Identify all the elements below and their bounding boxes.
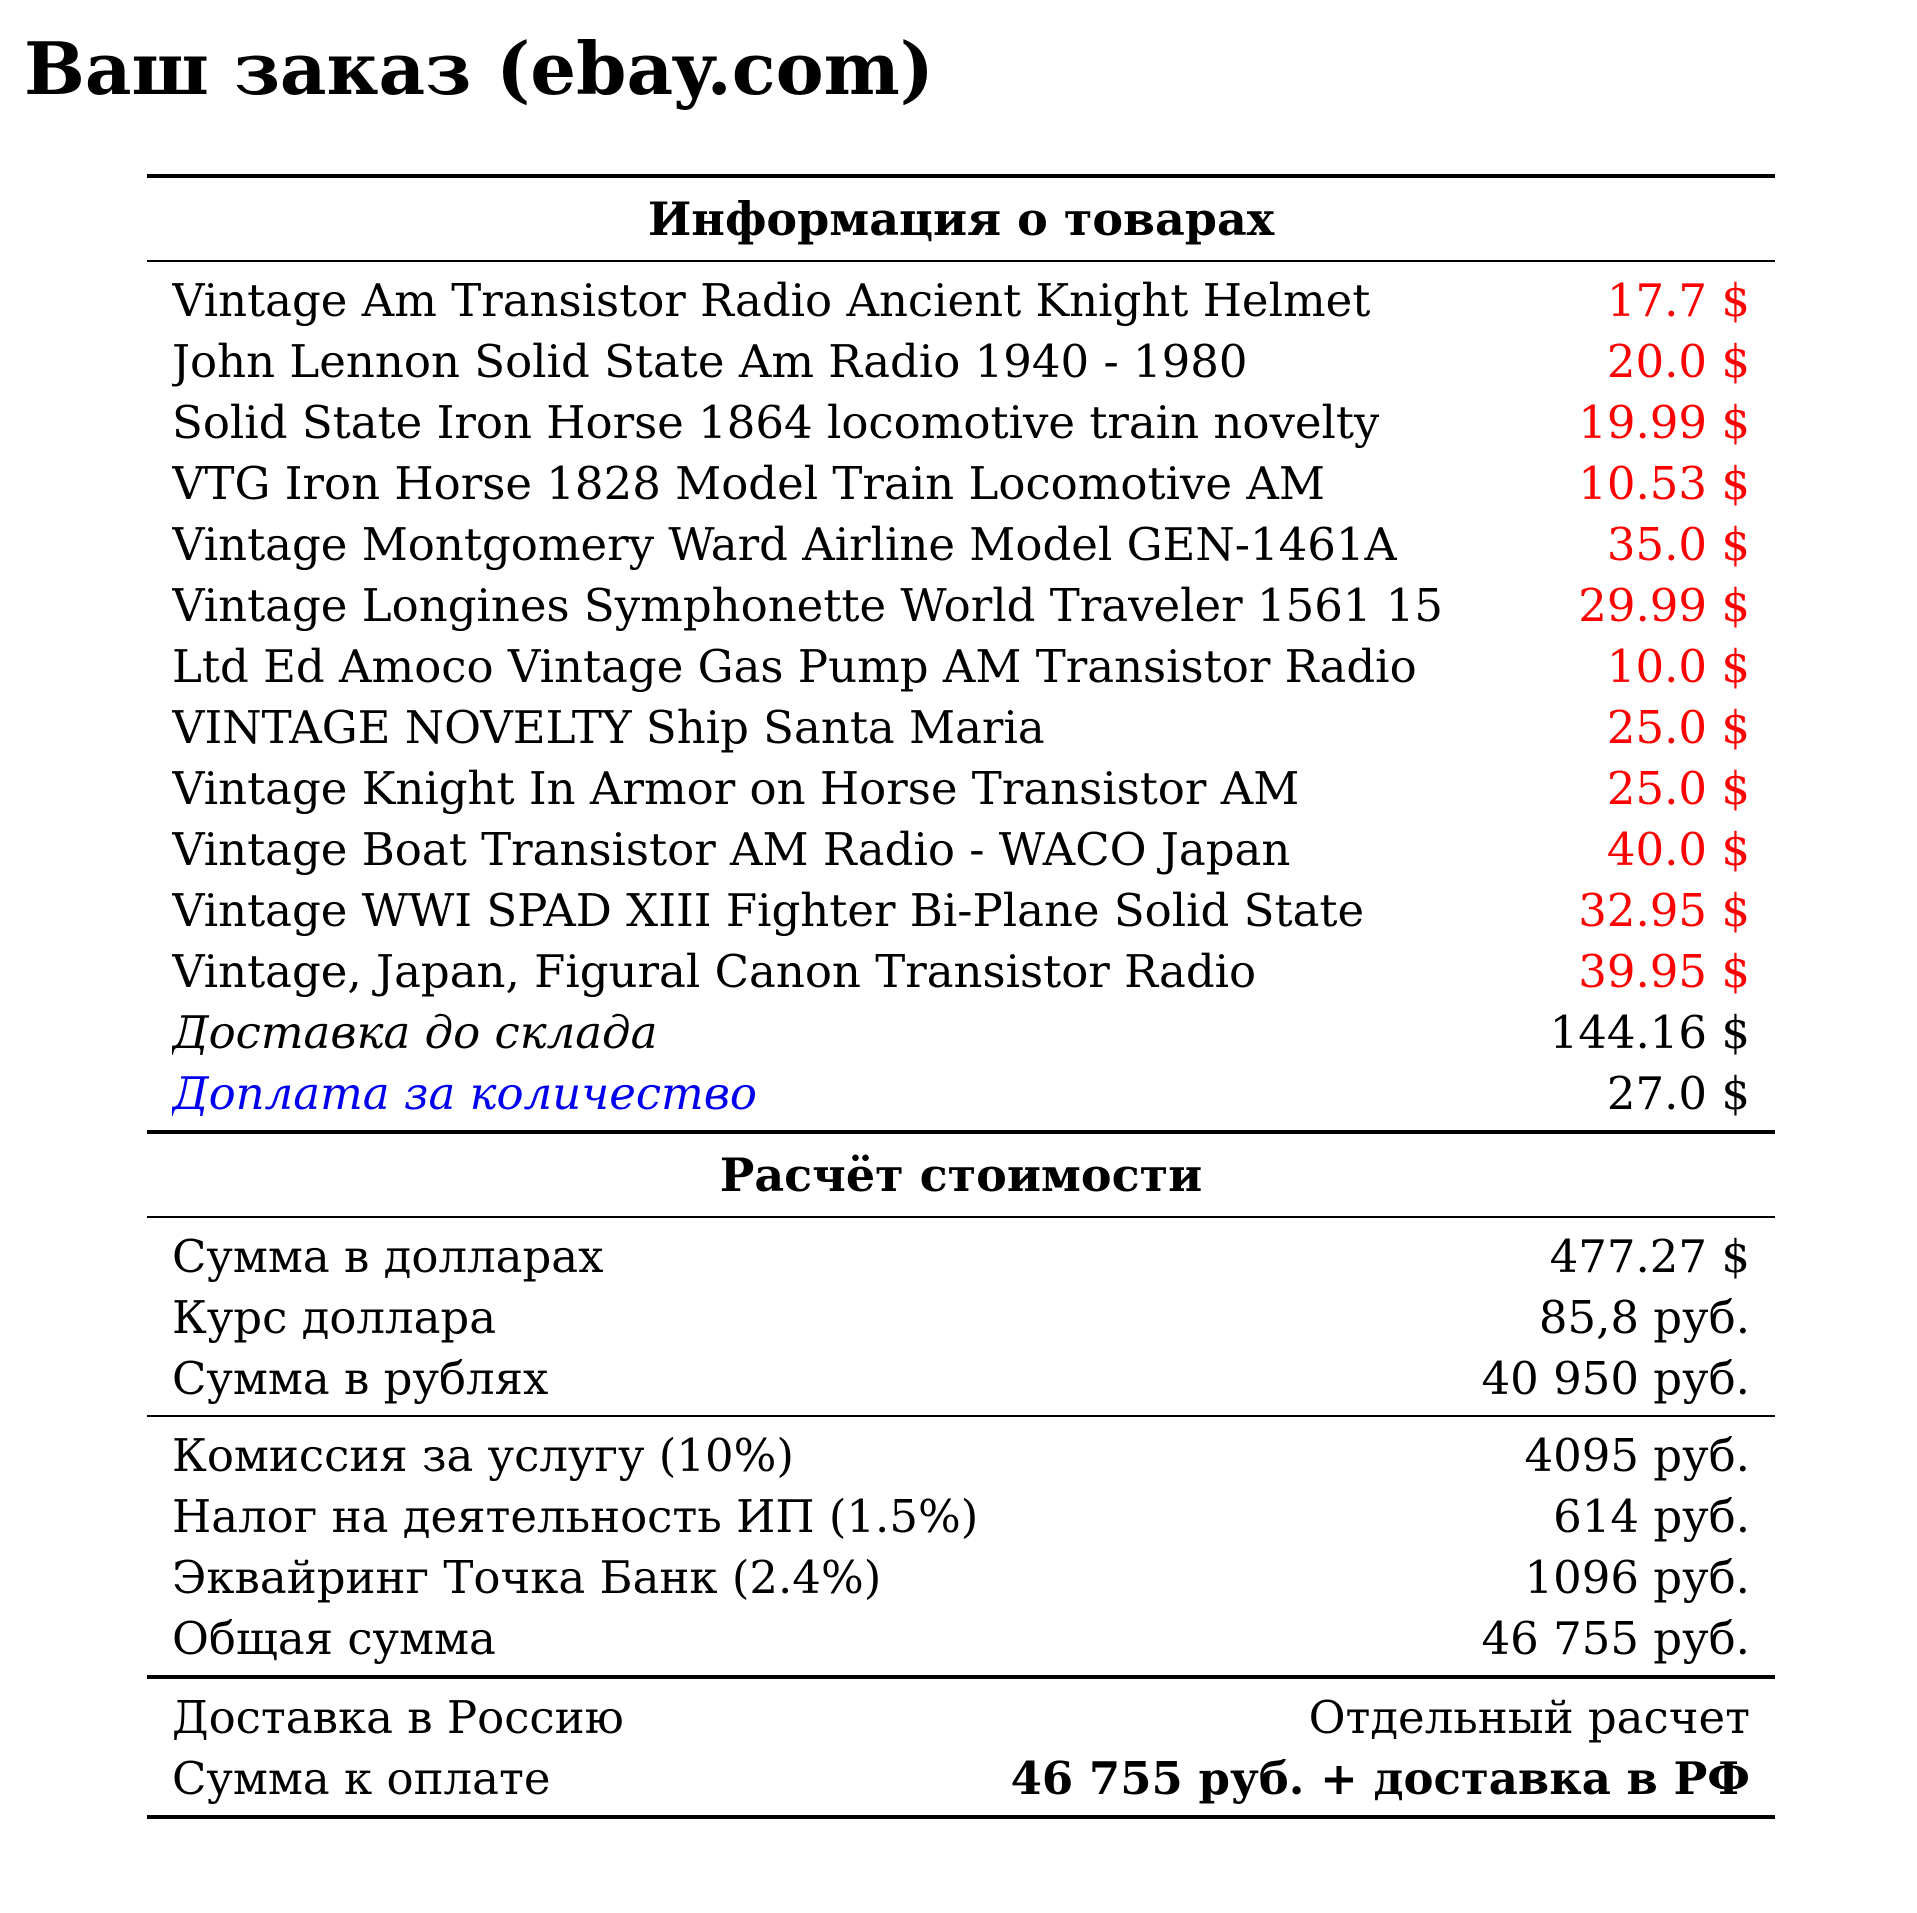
product-price: 40.0 $ [1606, 823, 1750, 876]
product-name: Vintage Am Transistor Radio Ancient Knight Helmet [172, 274, 1371, 327]
product-row [147, 880, 1775, 941]
product-name: Vintage Montgomery Ward Airline Model GEN-1461A [172, 518, 1397, 571]
product-name: VINTAGE NOVELTY Ship Santa Maria [172, 701, 1045, 754]
product-row [147, 758, 1775, 819]
product-price: 25.0 $ [1606, 701, 1750, 754]
product-row [147, 270, 1775, 331]
product-name: Vintage Boat Transistor AM Radio - WACO Japan [172, 823, 1291, 876]
products-list [147, 262, 1775, 1130]
exchange-rate-label: Курс доллара [172, 1291, 497, 1344]
exchange-rate-value: 85,8 руб. [1538, 1291, 1750, 1344]
product-name: Solid State Iron Horse 1864 locomotive train novelty [172, 396, 1380, 449]
exchange-rate-row [147, 1287, 1775, 1348]
total-value: 46 755 руб. [1481, 1612, 1750, 1665]
product-name: Ltd Ed Amoco Vintage Gas Pump AM Transistor Radio [172, 640, 1417, 693]
russia-delivery-value: Отдельный расчет [1308, 1691, 1750, 1744]
sum-rub-label: Сумма в рублях [172, 1352, 549, 1405]
acquiring-row [147, 1547, 1775, 1608]
sum-usd-label: Сумма в долларах [172, 1230, 604, 1283]
calculation-section-heading: Расчёт стоимости [719, 1148, 1203, 1202]
service-fee-row [147, 1425, 1775, 1486]
product-row [147, 575, 1775, 636]
product-row [147, 636, 1775, 697]
product-price: 10.0 $ [1606, 640, 1750, 693]
table-bottom-rule [147, 1815, 1775, 1819]
product-row [147, 453, 1775, 514]
product-name: Vintage WWI SPAD XIII Fighter Bi-Plane Solid State [172, 884, 1365, 937]
russia-delivery-label: Доставка в Россию [172, 1691, 624, 1744]
amount-due-label: Сумма к оплате [172, 1752, 551, 1805]
tax-value: 614 руб. [1553, 1490, 1750, 1543]
product-name: Vintage Longines Symphonette World Traveler 1561 15 [172, 579, 1444, 632]
russia-delivery-row [147, 1687, 1775, 1748]
product-row [147, 514, 1775, 575]
product-row [147, 819, 1775, 880]
product-row [147, 392, 1775, 453]
page-title: Ваш заказ (ebay.com) [24, 26, 934, 111]
warehouse-delivery-row [147, 1002, 1775, 1063]
quantity-surcharge-value: 27.0 $ [1606, 1067, 1750, 1120]
service-fee-value: 4095 руб. [1524, 1429, 1750, 1482]
product-price: 10.53 $ [1578, 457, 1750, 510]
currency-rows [147, 1218, 1775, 1415]
product-price: 32.95 $ [1578, 884, 1750, 937]
products-section-heading: Информация о товарах [647, 192, 1275, 246]
tax-row [147, 1486, 1775, 1547]
amount-due-row [147, 1748, 1775, 1809]
acquiring-label: Эквайринг Точка Банк (2.4%) [172, 1551, 882, 1604]
product-price: 29.99 $ [1578, 579, 1750, 632]
product-price: 20.0 $ [1606, 335, 1750, 388]
total-label: Общая сумма [172, 1612, 496, 1665]
amount-due-value: 46 755 руб. + доставка в РФ [1010, 1752, 1750, 1805]
total-row [147, 1608, 1775, 1669]
product-price: 17.7 $ [1606, 274, 1750, 327]
product-price: 35.0 $ [1606, 518, 1750, 571]
sum-usd-row [147, 1226, 1775, 1287]
product-row [147, 331, 1775, 392]
tax-label: Налог на деятельность ИП (1.5%) [172, 1490, 979, 1543]
product-price: 19.99 $ [1578, 396, 1750, 449]
payment-rows [147, 1679, 1775, 1815]
quantity-surcharge-row [147, 1063, 1775, 1124]
product-row [147, 941, 1775, 1002]
warehouse-delivery-label: Доставка до склада [172, 1006, 658, 1059]
acquiring-value: 1096 руб. [1524, 1551, 1750, 1604]
product-name: Vintage Knight In Armor on Horse Transistor AM [172, 762, 1300, 815]
service-fee-label: Комиссия за услугу (10%) [172, 1429, 794, 1482]
warehouse-delivery-value: 144.16 $ [1549, 1006, 1750, 1059]
fee-rows [147, 1417, 1775, 1675]
product-name: John Lennon Solid State Am Radio 1940 - 1980 [172, 335, 1248, 388]
product-name: VTG Iron Horse 1828 Model Train Locomotive AM [172, 457, 1325, 510]
product-price: 39.95 $ [1578, 945, 1750, 998]
quantity-surcharge-link[interactable]: Доплата за количество [172, 1067, 757, 1120]
product-price: 25.0 $ [1606, 762, 1750, 815]
sum-rub-row [147, 1348, 1775, 1409]
sum-rub-value: 40 950 руб. [1481, 1352, 1750, 1405]
product-name: Vintage, Japan, Figural Canon Transistor Radio [172, 945, 1257, 998]
product-row [147, 697, 1775, 758]
order-table [147, 174, 1775, 1819]
sum-usd-value: 477.27 $ [1549, 1230, 1750, 1283]
